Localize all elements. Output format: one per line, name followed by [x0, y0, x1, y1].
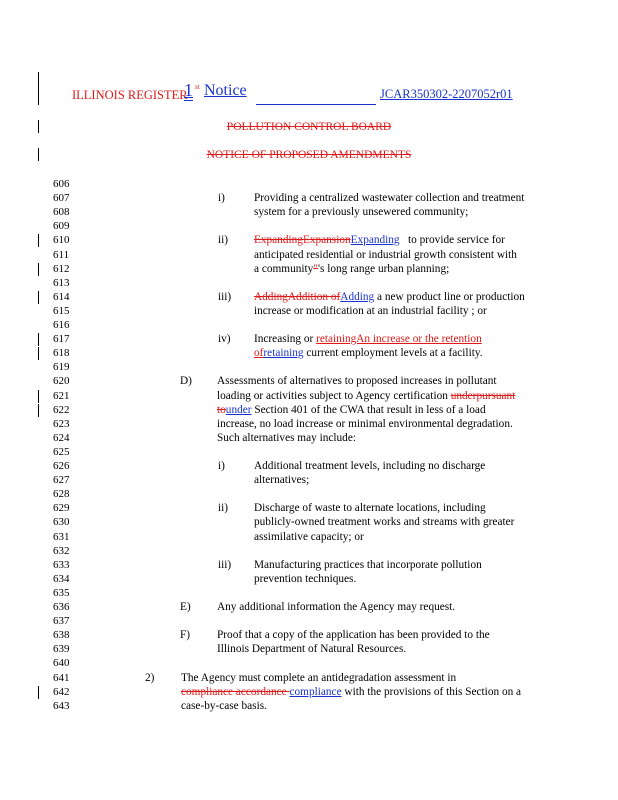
- line-text: to provide service for: [408, 234, 505, 247]
- line-text: compliance accordance compliance with the provisions of this Section on a: [181, 685, 522, 698]
- line-number: 625: [53, 445, 70, 458]
- line-text: 2): [145, 671, 155, 684]
- text-line: [0, 573, 618, 586]
- line-number: 615: [53, 304, 70, 317]
- line-text: prevention techniques.: [254, 572, 357, 585]
- text-line: [0, 361, 618, 374]
- register-label: ILLINOIS REGISTER: [72, 88, 188, 102]
- line-text: system for a previously unsewered community;: [254, 206, 469, 219]
- text-line: [0, 474, 618, 487]
- register-header: [72, 80, 552, 110]
- line-number: 641: [53, 671, 70, 684]
- line-number: 610: [53, 234, 70, 247]
- line-number: 613: [53, 276, 70, 289]
- line-number: 623: [53, 417, 70, 430]
- text-line: [0, 545, 618, 558]
- text-line: [0, 432, 618, 445]
- text-line: [0, 516, 618, 529]
- text-line: [0, 249, 618, 262]
- line-text: ii): [218, 234, 229, 247]
- change-bar: [38, 263, 39, 276]
- text-line: [0, 686, 618, 699]
- line-text: Any additional information the Agency may request.: [217, 601, 456, 613]
- line-text: i): [218, 192, 225, 205]
- change-bar: [38, 333, 39, 346]
- text-line: [0, 234, 618, 247]
- text-line: [0, 277, 618, 290]
- text-line: [0, 263, 618, 276]
- line-text: iii): [218, 558, 232, 571]
- line-text: i): [218, 460, 225, 472]
- line-number: 638: [53, 629, 70, 642]
- edition-number: 1: [184, 80, 193, 100]
- change-bar: [38, 347, 39, 360]
- text-line: [0, 206, 618, 219]
- text-line: [0, 587, 618, 600]
- line-number: 632: [53, 544, 70, 557]
- line-text: E): [180, 601, 191, 613]
- line-number: 630: [53, 516, 70, 529]
- line-text: alternatives;: [254, 474, 310, 487]
- text-line: [0, 404, 618, 417]
- line-number: 622: [53, 403, 70, 416]
- line-text: ofretaining current employment levels at a facility.: [254, 347, 483, 360]
- text-line: [0, 531, 618, 544]
- line-number: 634: [53, 572, 70, 585]
- text-line: [0, 291, 618, 304]
- line-text: D): [180, 375, 192, 388]
- text-line: [0, 347, 618, 360]
- line-number: 618: [53, 347, 70, 360]
- line-text: Assessments of alternatives to proposed increases in pollutant: [217, 375, 497, 388]
- text-line: [0, 319, 618, 332]
- line-text: ii): [218, 502, 229, 515]
- line-number: 607: [53, 192, 70, 205]
- line-number: 629: [53, 502, 70, 515]
- line-text: increase or modification at an industrial facility ; or: [254, 304, 487, 317]
- line-number: 619: [53, 361, 70, 374]
- text-line: [0, 305, 618, 318]
- line-number: 606: [53, 178, 70, 190]
- line-number: 620: [53, 375, 70, 388]
- text-line: [0, 672, 618, 685]
- change-bar: [38, 234, 39, 247]
- text-line: [0, 700, 618, 713]
- line-text: Manufacturing practices that incorporate pollution: [254, 558, 482, 571]
- line-number: 642: [53, 685, 70, 698]
- line-text: iv): [218, 333, 231, 346]
- line-number: 609: [53, 220, 70, 233]
- line-text: anticipated residential or industrial growth consistent with: [254, 248, 517, 261]
- line-text: Discharge of waste to alternate locations, including: [254, 502, 486, 515]
- line-text: Such alternatives may include:: [217, 431, 356, 444]
- line-number: 614: [53, 290, 70, 303]
- line-number: 611: [53, 248, 70, 261]
- change-bar: [38, 686, 39, 699]
- text-line: [0, 601, 618, 614]
- change-bar-header: [38, 72, 39, 105]
- text-line: [0, 502, 618, 515]
- line-number: 640: [53, 657, 70, 670]
- line-text: Additional treatment levels, including no discharge: [254, 460, 486, 472]
- line-number: 635: [53, 586, 70, 599]
- text-line: [0, 192, 618, 205]
- line-text: publicly-owned treatment works and streams with greater: [254, 516, 515, 529]
- text-line: [0, 460, 618, 473]
- board-title: POLLUTION CONTROL BOARD: [226, 121, 392, 133]
- line-text: ExpandingExpansionExpanding: [254, 234, 400, 247]
- text-line: [0, 615, 618, 628]
- line-number: 626: [53, 460, 70, 472]
- document-id: JCAR350302-2207052r01: [380, 87, 513, 101]
- text-line: [0, 559, 618, 572]
- change-bar: [38, 390, 39, 403]
- line-number: 608: [53, 206, 70, 219]
- text-line: [0, 643, 618, 656]
- text-line: [0, 390, 618, 403]
- line-text: increase, no load increase or minimal environmental degradation.: [217, 417, 513, 430]
- line-number: 633: [53, 558, 70, 571]
- line-number: 616: [53, 319, 70, 331]
- text-line: [0, 178, 618, 191]
- line-number: 636: [53, 601, 70, 613]
- line-number: 627: [53, 474, 70, 487]
- notice-label: Notice: [204, 82, 247, 99]
- line-text: F): [180, 629, 191, 642]
- line-number: 612: [53, 262, 70, 275]
- line-text: Proof that a copy of the application has been provided to the: [217, 629, 490, 642]
- line-text: The Agency must complete an antidegradation assessment in: [181, 671, 457, 684]
- text-line: [0, 375, 618, 388]
- line-number: 617: [53, 333, 70, 346]
- text-line: [0, 446, 618, 459]
- line-text: AddingAddition ofAdding a new product line or production: [254, 290, 525, 303]
- edition-superscript: st: [195, 83, 200, 91]
- notice-title: NOTICE OF PROPOSED AMENDMENTS: [206, 149, 412, 161]
- text-line: [0, 488, 618, 501]
- line-text: assimilative capacity; or: [254, 530, 364, 543]
- line-text: iii): [218, 290, 232, 303]
- text-line: [0, 657, 618, 670]
- text-line: [0, 220, 618, 233]
- line-number: 643: [53, 699, 70, 712]
- line-number: 639: [53, 643, 70, 656]
- line-text: case-by-case basis.: [181, 699, 267, 712]
- header-underline: [256, 104, 376, 105]
- line-number: 621: [53, 389, 70, 402]
- change-bar: [38, 291, 39, 304]
- line-text: a community"'s long range urban planning;: [254, 262, 450, 275]
- line-text: Increasing or retainingAn increase or the retention: [254, 333, 482, 346]
- line-number: 624: [53, 431, 70, 444]
- line-number: 631: [53, 530, 70, 543]
- line-text: Illinois Department of Natural Resources.: [217, 643, 407, 656]
- line-text: loading or activities subject to Agency certification underpursuant: [217, 389, 516, 402]
- line-number: 637: [53, 615, 70, 628]
- line-number: 628: [53, 488, 70, 501]
- text-line: [0, 629, 618, 642]
- text-line: [0, 418, 618, 431]
- line-text: Providing a centralized wastewater collection and treatment: [254, 192, 525, 205]
- change-bar: [38, 404, 39, 417]
- text-line: [0, 333, 618, 346]
- line-text: tounder Section 401 of the CWA that result in less of a load: [217, 403, 486, 416]
